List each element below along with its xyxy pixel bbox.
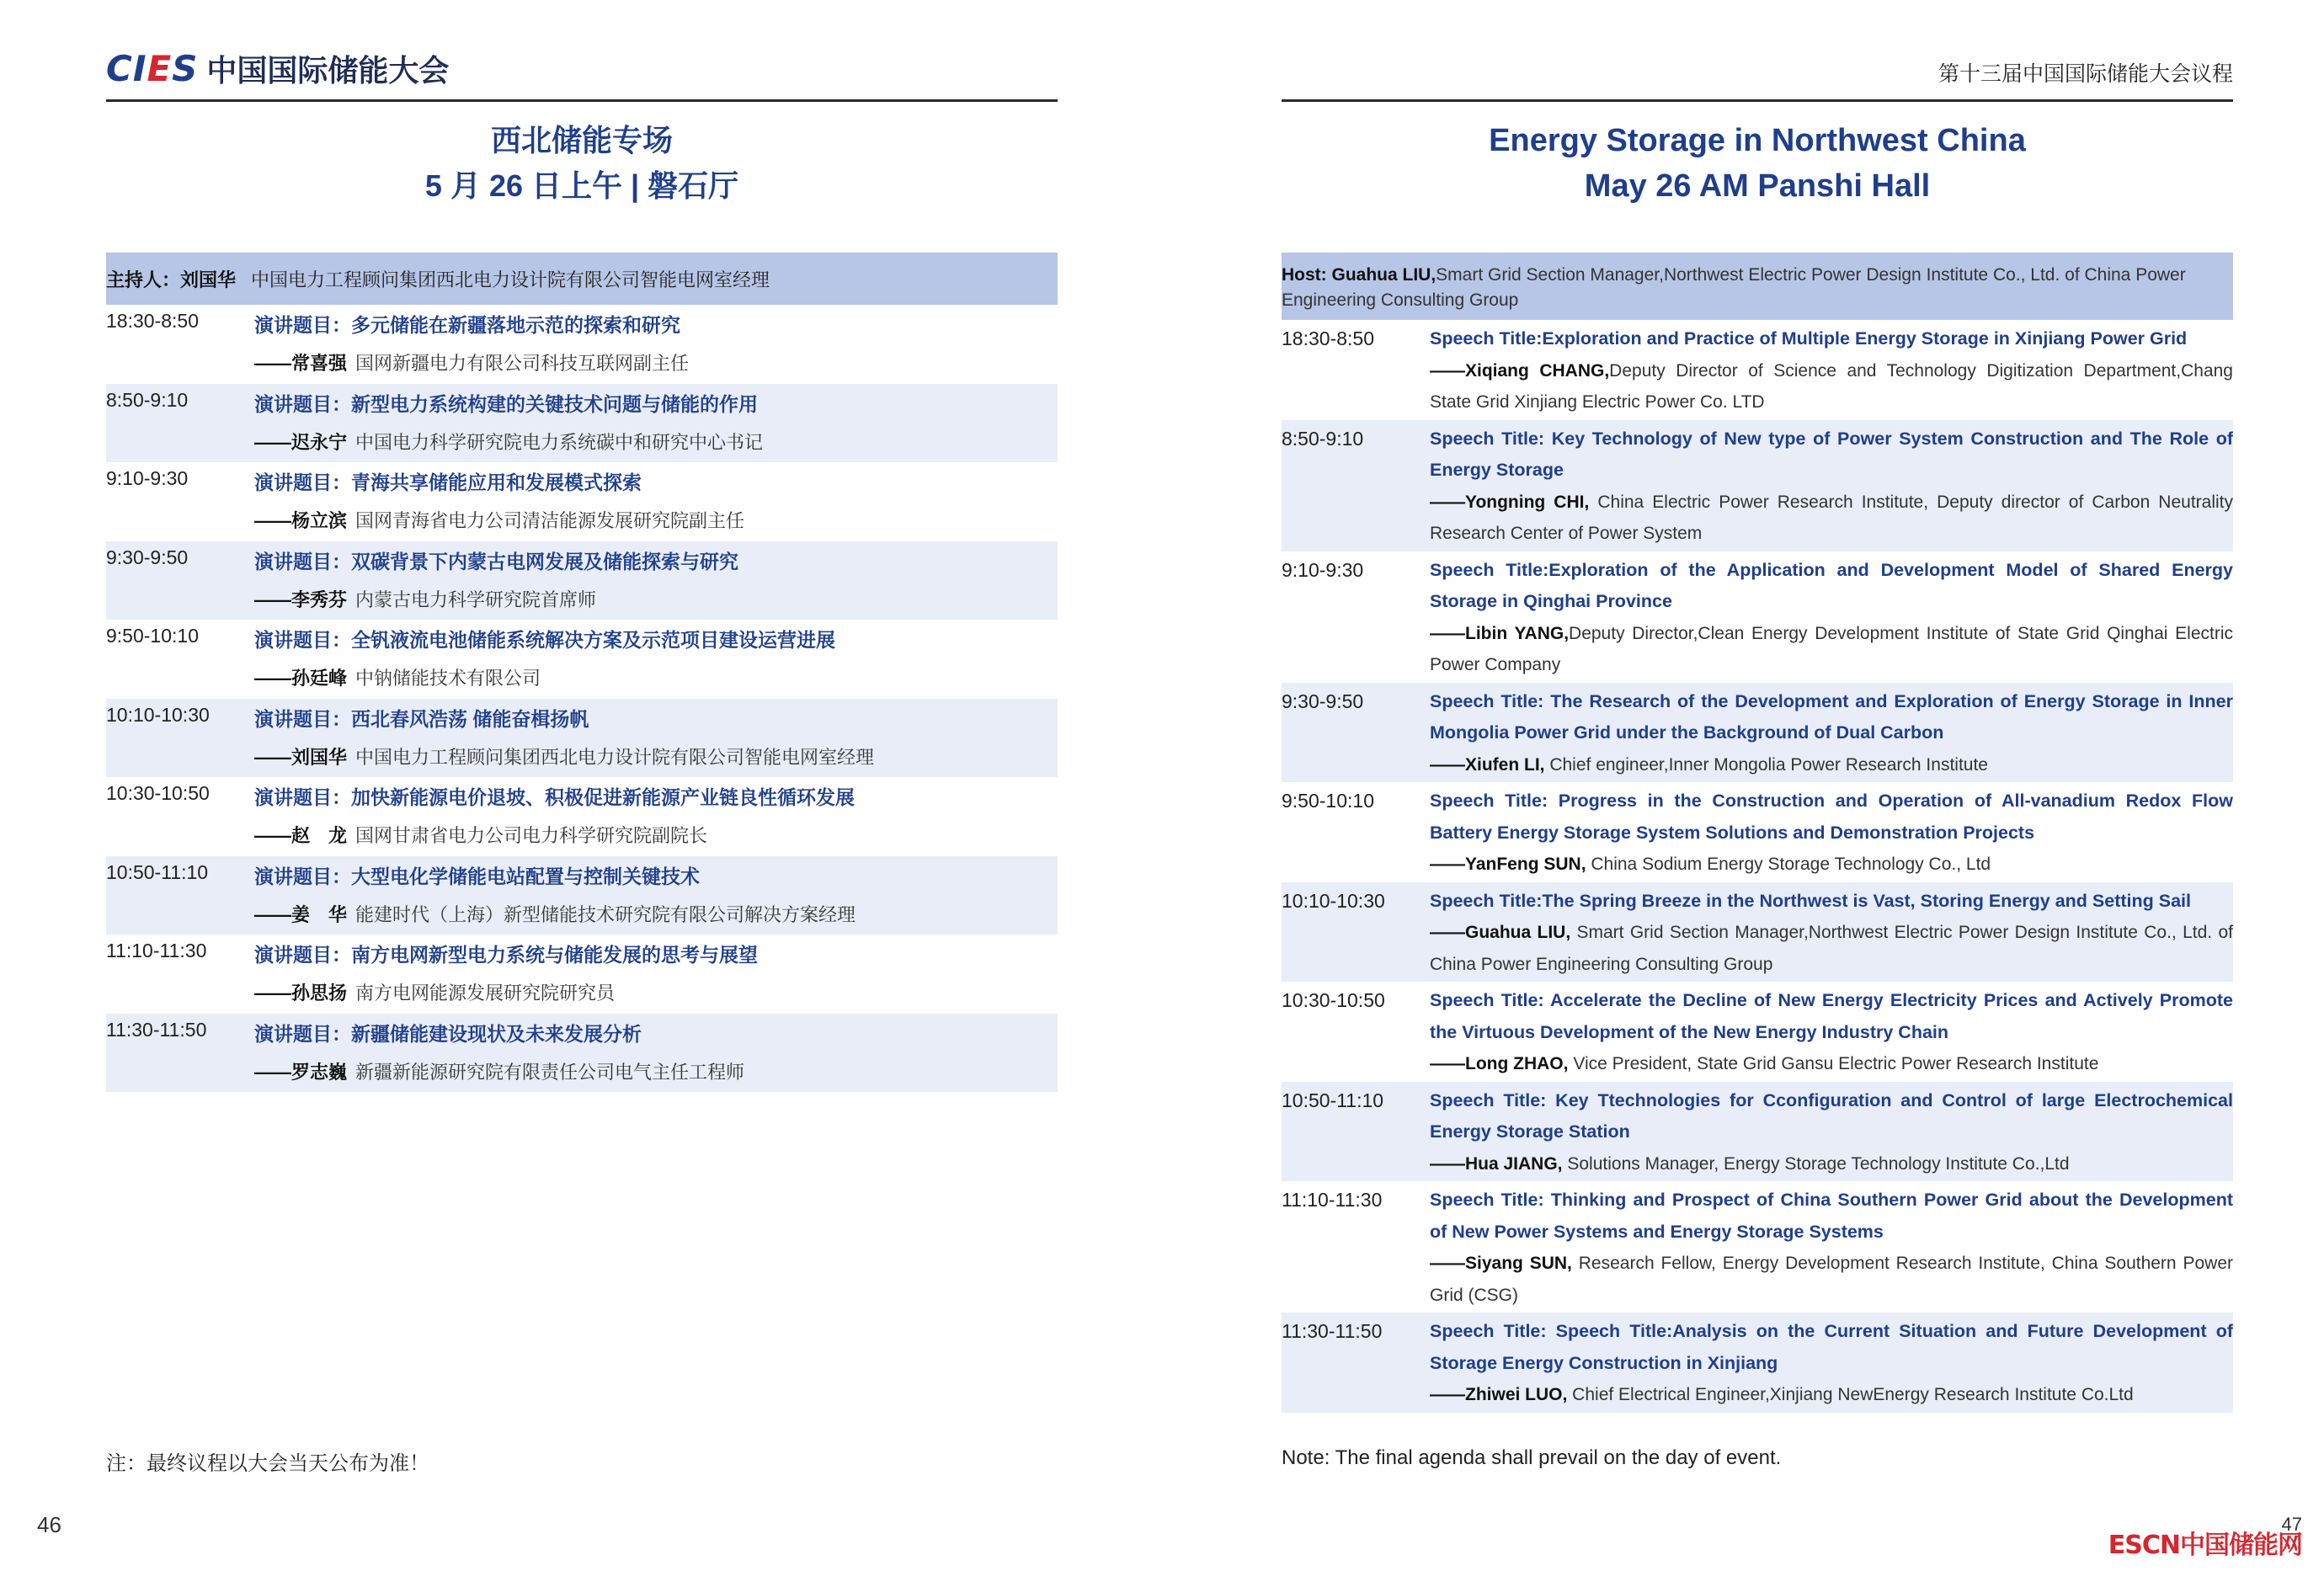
agenda-body-en: [1430, 1185, 2233, 1311]
speaker-desc-en: Chief Electrical Engineer,Xinjiang NewEnergy Research Institute Co.Ltd: [1567, 1385, 2134, 1404]
agenda-topic: 演讲题目：多元储能在新疆落地示范的探索和研究: [254, 314, 680, 336]
agenda-body-en: [1430, 1316, 2233, 1411]
agenda-time: 11:30-11:50: [106, 1018, 207, 1041]
agenda-speaker-en: [1430, 917, 2233, 980]
speaker-desc: 中钠储能技术有限公司: [355, 668, 541, 689]
speaker-desc-en: Deputy Director,Clean Energy Development Institute of State Grid Qinghai Electric Power Company: [1430, 623, 2233, 674]
speaker-desc: 新疆新能源研究院有限责任公司电气主任工程师: [355, 1061, 745, 1083]
agenda-time-en: 9:50-10:10: [1282, 790, 1374, 812]
host-label-en: Host: Guahua LIU,: [1282, 265, 1437, 285]
host-row: [106, 253, 1058, 305]
speaker-name: ——杨立滨: [254, 510, 348, 531]
speaker-name-en: ——Long ZHAO,: [1430, 1054, 1569, 1073]
agenda-topic-en: Speech Title: Progress in the Construction and Operation of All-vanadium Redox Flow Battery Energy Storage System Solutions and Demonstration Projects: [1430, 791, 2233, 843]
speaker-desc-en: China Electric Power Research Institute, Deputy director of Carbon Neutrality Research Center of Power System: [1430, 492, 2233, 543]
logo-text: 中国国际储能大会: [206, 52, 450, 88]
agenda-speaker: [254, 1058, 744, 1084]
agenda-time: 9:10-9:30: [106, 467, 189, 489]
speaker-desc-en: Research Fellow, Energy Development Research Institute, China Southern Power Grid (CSG): [1430, 1254, 2233, 1305]
agenda-time-en: 10:10-10:30: [1282, 889, 1385, 912]
header-rule: [106, 99, 1058, 102]
agenda-time: 10:50-11:10: [106, 860, 209, 883]
agenda-body-en: [1430, 886, 2233, 981]
speaker-name: ——姜 华: [254, 903, 348, 925]
agenda-time: 9:50-10:10: [106, 625, 199, 647]
agenda-body-en: [1430, 786, 2233, 881]
speaker-name: ——孙思扬: [254, 983, 348, 1004]
agenda-speaker-en: [1430, 1379, 2233, 1411]
agenda-topic: 演讲题目：双碳背景下内蒙古电网发展及储能探索与研究: [254, 550, 738, 572]
agenda-row: [106, 462, 1058, 541]
speaker-desc-en: Vice President, State Grid Gansu Electric Power Research Institute: [1568, 1054, 2099, 1073]
speaker-name-en: ——Xiqiang CHANG,: [1430, 360, 1610, 381]
running-head: 第十三届中国国际储能大会议程: [1938, 62, 2233, 86]
agenda-row: [106, 699, 1058, 778]
agenda-topic: 演讲题目：大型电化学储能电站配置与控制关键技术: [254, 865, 700, 887]
agenda-speaker-en: [1430, 355, 2233, 418]
speaker-desc: 内蒙古电力科学研究院首席师: [355, 588, 597, 610]
speaker-desc: 国网甘肃省电力公司电力科学研究院副院长: [355, 825, 708, 846]
host-desc-en: Smart Grid Section Manager,Northwest Electric Power Design Institute Co., Ltd. of China Power Engineering Consulting Group: [1282, 265, 2186, 310]
agenda-topic: 演讲题目：青海共享储能应用和发展模式探索: [254, 471, 642, 493]
agenda-time-en: 10:30-10:50: [1282, 989, 1385, 1011]
agenda-topic: 演讲题目：新型电力系统构建的关键技术问题与储能的作用: [254, 392, 758, 415]
session-title: [106, 118, 1058, 209]
agenda-speaker: [254, 822, 707, 848]
agenda-speaker: [254, 743, 874, 770]
agenda-topic-en: Speech Title: Thinking and Prospect of China Southern Power Grid about the Development of New Power Systems and Energy Storage Systems: [1430, 1190, 2233, 1242]
session-title-line2: 5 月 26 日上午 | 磐石厅: [424, 168, 739, 203]
agenda-body-en: [1430, 985, 2233, 1080]
agenda-time: 9:30-9:50: [106, 546, 189, 568]
agenda-topic-en: Speech Title:Exploration and Practice of Multiple Energy Storage in Xinjiang Power Grid: [1430, 328, 2188, 349]
speaker-name-en: ——Yongning CHI,: [1430, 492, 1590, 512]
agenda-speaker: [254, 979, 615, 1005]
agenda-time-en: 9:30-9:50: [1282, 690, 1364, 712]
agenda-row: [106, 620, 1058, 699]
speaker-desc-en: China Sodium Energy Storage Technology Co., Ltd: [1586, 855, 1991, 874]
agenda-row-en: [1282, 683, 2233, 783]
speaker-desc: 国网青海省电力公司清洁能源发展研究院副主任: [355, 510, 745, 531]
agenda-time: 8:50-9:10: [106, 388, 189, 411]
agenda-row-en: [1282, 420, 2233, 551]
agenda-speaker: [254, 664, 541, 690]
agenda-topic-en: Speech Title:Exploration of the Application and Development Model of Shared Energy Storage in Qinghai Province: [1430, 559, 2233, 611]
speaker-name-en: ——Zhiwei LUO,: [1430, 1385, 1568, 1404]
agenda-row-en: [1282, 882, 2233, 983]
agenda-time-en: 9:10-9:30: [1282, 558, 1364, 581]
page-number: 46: [37, 1512, 61, 1537]
agenda-time: 18:30-8:50: [106, 310, 199, 332]
agenda-row: [106, 935, 1058, 1014]
agenda-speaker: [254, 349, 689, 375]
agenda-row-en: [1282, 782, 2233, 882]
speaker-desc: 南方电网能源发展研究院研究员: [355, 983, 616, 1004]
agenda-row-en: [1282, 1181, 2233, 1313]
host-label: 主持人：刘国华: [106, 269, 237, 290]
agenda-speaker-en: [1430, 1048, 2233, 1080]
speaker-name: ——常喜强: [254, 353, 348, 374]
agenda-speaker-en: [1430, 1148, 2233, 1180]
host-desc: 中国电力工程顾问集团西北电力设计院有限公司智能电网室经理: [251, 269, 770, 290]
agenda-time-en: 11:10-11:30: [1282, 1189, 1383, 1211]
cies-logo: [106, 49, 449, 88]
agenda-topic-en: Speech Title: Accelerate the Decline of New Energy Electricity Prices and Actively Promote the Virtuous Development of the New Energy Industry Chain: [1430, 990, 2233, 1042]
logo-mark: CIES: [106, 47, 199, 89]
agenda-row: [106, 541, 1058, 620]
escn-watermark: ESCN中国储能网: [2108, 1531, 2302, 1560]
agenda-speaker: [254, 586, 596, 612]
session-title-en: [1282, 118, 2233, 209]
speaker-name: ——罗志巍: [254, 1061, 348, 1083]
speaker-desc: 中国电力科学研究院电力系统碳中和研究中心书记: [355, 431, 764, 453]
agenda-row: [106, 1014, 1058, 1093]
agenda-row-en: [1282, 1082, 2233, 1182]
agenda-topic-en: Speech Title: The Research of the Development and Exploration of Energy Storage in Inner Mongolia Power Grid under the Background of Dual Carbon: [1430, 690, 2233, 743]
page-number-right: 47: [2281, 1514, 2302, 1535]
agenda-time-en: 10:50-11:10: [1282, 1089, 1384, 1111]
agenda-row-en: [1282, 551, 2233, 683]
speaker-name-en: ——Hua JIANG,: [1430, 1153, 1563, 1174]
agenda-topic-en: Speech Title: Speech Title:Analysis on the Current Situation and Future Development of Storage Energy Construction in Xinjiang: [1430, 1321, 2233, 1373]
agenda-time-en: 11:30-11:50: [1282, 1320, 1383, 1342]
agenda-topic-en: Speech Title:The Spring Breeze in the Northwest is Vast, Storing Energy and Setting Sail: [1430, 890, 2191, 911]
agenda-speaker-en: [1430, 749, 2233, 781]
agenda-table-en: [1282, 253, 2233, 1413]
agenda-row: [106, 777, 1058, 856]
agenda-speaker: [254, 429, 763, 455]
speaker-desc-en: Deputy Director of Science and Technology Digitization Department,Chang State Grid Xinjiang Electric Power Co. LTD: [1430, 360, 2233, 412]
agenda-topic-en: Speech Title: Key Ttechnologies for Cconfiguration and Control of large Electrochemical Energy Storage Station: [1430, 1089, 2233, 1142]
agenda-time: 11:10-11:30: [106, 940, 207, 961]
agenda-body-en: [1430, 1085, 2233, 1180]
session-title-en-line1: Energy Storage in Northwest China: [1489, 123, 2026, 158]
agenda-speaker-en: [1430, 1248, 2233, 1311]
agenda-row: [106, 305, 1058, 384]
speaker-name: ——迟永宁: [254, 431, 348, 453]
agenda-row-en: [1282, 1313, 2233, 1413]
speaker-name: ——孙廷峰: [254, 668, 348, 689]
agenda-topic: 演讲题目：西北春风浩荡 储能奋楫扬帆: [254, 707, 589, 730]
agenda-time: 10:10-10:30: [106, 703, 210, 726]
agenda-time-en: 8:50-9:10: [1282, 427, 1364, 450]
agenda-speaker-en: [1430, 618, 2233, 681]
right-page: [1162, 0, 2324, 1571]
speaker-name: ——李秀芬: [254, 588, 348, 610]
speaker-desc: 国网新疆电力有限公司科技互联网副主任: [355, 353, 690, 374]
agenda-speaker: [254, 507, 744, 533]
agenda-body-en: [1430, 555, 2233, 681]
speaker-desc: 中国电力工程顾问集团西北电力设计院有限公司智能电网室经理: [355, 746, 875, 768]
session-title-line1: 西北储能专场: [490, 123, 673, 157]
speaker-desc-en: Smart Grid Section Manager,Northwest Electric Power Design Institute Co., Ltd. of China Power Engineering Consulting Group: [1430, 923, 2233, 974]
agenda-speaker-en: [1430, 487, 2233, 550]
agenda-body-en: [1430, 423, 2233, 550]
agenda-topic: 演讲题目：南方电网新型电力系统与储能发展的思考与展望: [254, 944, 758, 966]
agenda-row: [106, 384, 1058, 463]
agenda-note-en: Note: The final agenda shall prevail on the day of event.: [1282, 1446, 1782, 1469]
speaker-name: ——赵 龙: [254, 825, 348, 846]
speaker-name-en: ——Guahua LIU,: [1430, 923, 1571, 942]
agenda-row-en: [1282, 982, 2233, 1082]
speaker-name-en: ——Xiufen LI,: [1430, 754, 1545, 775]
speaker-desc-en: Chief engineer,Inner Mongolia Power Research Institute: [1544, 754, 1988, 775]
host-row-en: [1282, 253, 2233, 320]
agenda-speaker-en: [1430, 849, 2233, 881]
speaker-name-en: ——Libin YANG,: [1430, 623, 1570, 643]
agenda-time: 10:30-10:50: [106, 782, 210, 804]
speaker-name: ——刘国华: [254, 746, 348, 768]
speaker-name-en: ——YanFeng SUN,: [1430, 855, 1586, 874]
agenda-body-en: [1430, 323, 2233, 418]
agenda-topic: 演讲题目：新疆储能建设现状及未来发展分析: [254, 1022, 642, 1045]
agenda-table-cn: [106, 253, 1058, 1092]
agenda-topic-en: Speech Title: Key Technology of New type of Power System Construction and The Role of Energy Storage: [1430, 428, 2233, 480]
agenda-body-en: [1430, 686, 2233, 781]
agenda-row: [106, 856, 1058, 935]
agenda-topic: 演讲题目：全钒液流电池储能系统解决方案及示范项目建设运营进展: [254, 629, 835, 651]
agenda-note: 注：最终议程以大会当天公布为准！: [106, 1452, 429, 1475]
speaker-desc-en: Solutions Manager, Energy Storage Technology Institute Co.,Ltd: [1562, 1153, 2070, 1174]
agenda-topic: 演讲题目：加快新能源电价退坡、积极促进新能源产业链良性循环发展: [254, 786, 855, 808]
agenda-row-en: [1282, 320, 2233, 420]
agenda-time-en: 18:30-8:50: [1282, 328, 1374, 349]
speaker-name-en: ——Siyang SUN,: [1430, 1254, 1572, 1273]
header-rule: [1282, 99, 2233, 102]
session-title-en-line2: May 26 AM Panshi Hall: [1584, 168, 1931, 204]
speaker-desc: 能建时代（上海）新型储能技术研究院有限公司解决方案经理: [355, 903, 856, 925]
agenda-speaker: [254, 901, 856, 927]
